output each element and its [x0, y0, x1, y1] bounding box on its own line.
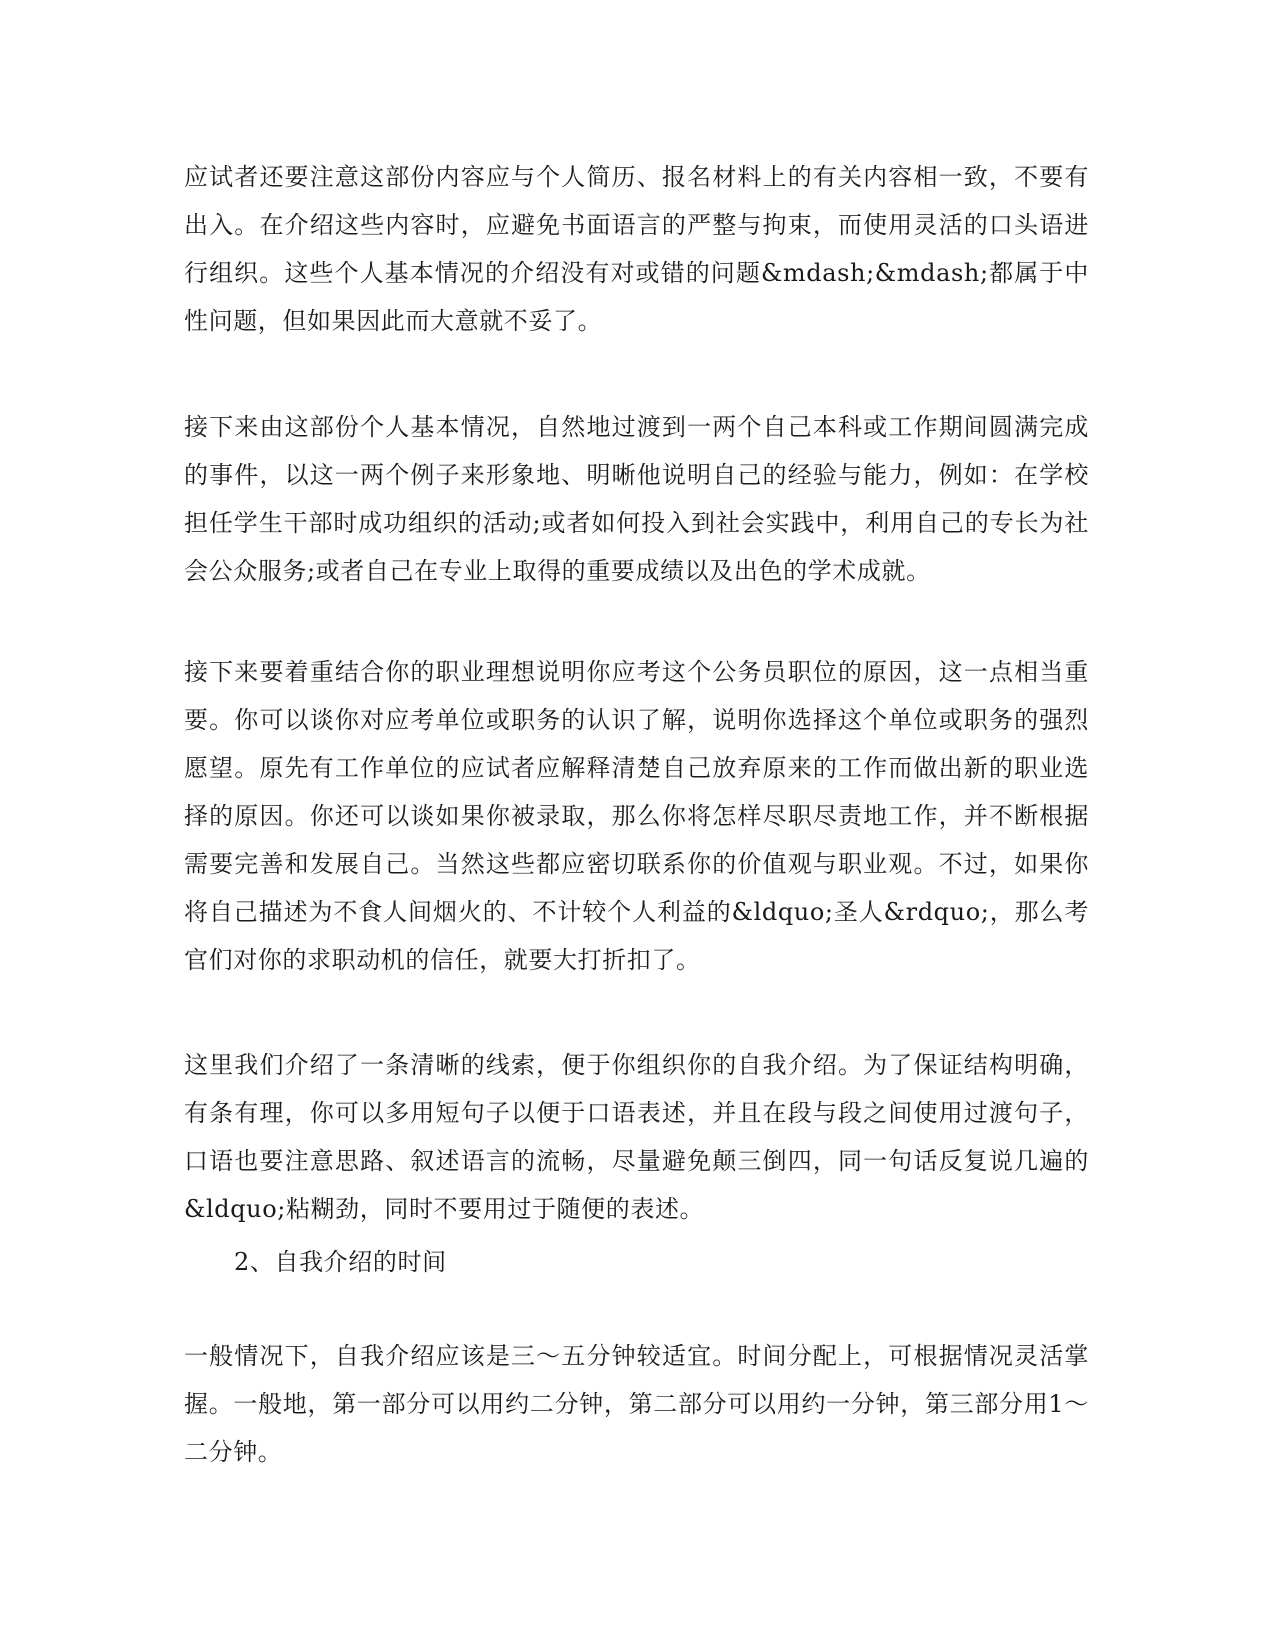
paragraph-structure: 这里我们介绍了一条清晰的线索，便于你组织你的自我介绍。为了保证结构明确，有条有理，你可以多用短句子以便于口语表述，并且在段与段之间使用过渡句子，口语也要注意思路、叙述语言的流畅，尽量避免颠三倒四，同一句话反复说几遍的&ldquo;粘糊劲，同时不要用过于随便的表述。 [184, 1051, 1089, 1223]
paragraph-timing: 一般情况下，自我介绍应该是三～五分钟较适宜。时间分配上，可根据情况灵活掌握。一般地，第一部分可以用约二分钟，第二部分可以用约一分钟，第三部分用1～二分钟。 [184, 1342, 1089, 1466]
paragraph-consistency: 应试者还要注意这部份内容应与个人简历、报名材料上的有关内容相一致，不要有出入。在介绍这些内容时，应避免书面语言的严整与拘束，而使用灵活的口头语进行组织。这些个人基本情况的介绍没有对或错的问题&mdash;&mdash;都属于中性问题，但如果因此而大意就不妥了。 [184, 163, 1089, 335]
paragraph-motivation: 接下来要着重结合你的职业理想说明你应考这个公务员职位的原因，这一点相当重要。你可以谈你对应考单位或职务的认识了解，说明你选择这个单位或职务的强烈愿望。原先有工作单位的应试者应解释清楚自己放弃原来的工作而做出新的职业选择的原因。你还可以谈如果你被录取，那么你将怎样尽职尽责地工作，并不断根据需要完善和发展自己。当然这些都应密切联系你的价值观与职业观。不过，如果你将自己描述为不食人间烟火的、不计较个人利益的&ldquo;圣人&rdquo;，那么考官们对你的求职动机的信任，就要大打折扣了。 [184, 658, 1089, 974]
paragraph-examples: 接下来由这部份个人基本情况，自然地过渡到一两个自己本科或工作期间圆满完成的事件，以这一两个例子来形象地、明晰他说明自己的经验与能力，例如：在学校担任学生干部时成功组织的活动;或者如何投入到社会实践中，利用自己的专长为社会公众服务;或者自己在专业上取得的重要成绩以及出色的学术成就。 [184, 413, 1089, 585]
section-heading: 2、自我介绍的时间 [234, 1248, 447, 1276]
